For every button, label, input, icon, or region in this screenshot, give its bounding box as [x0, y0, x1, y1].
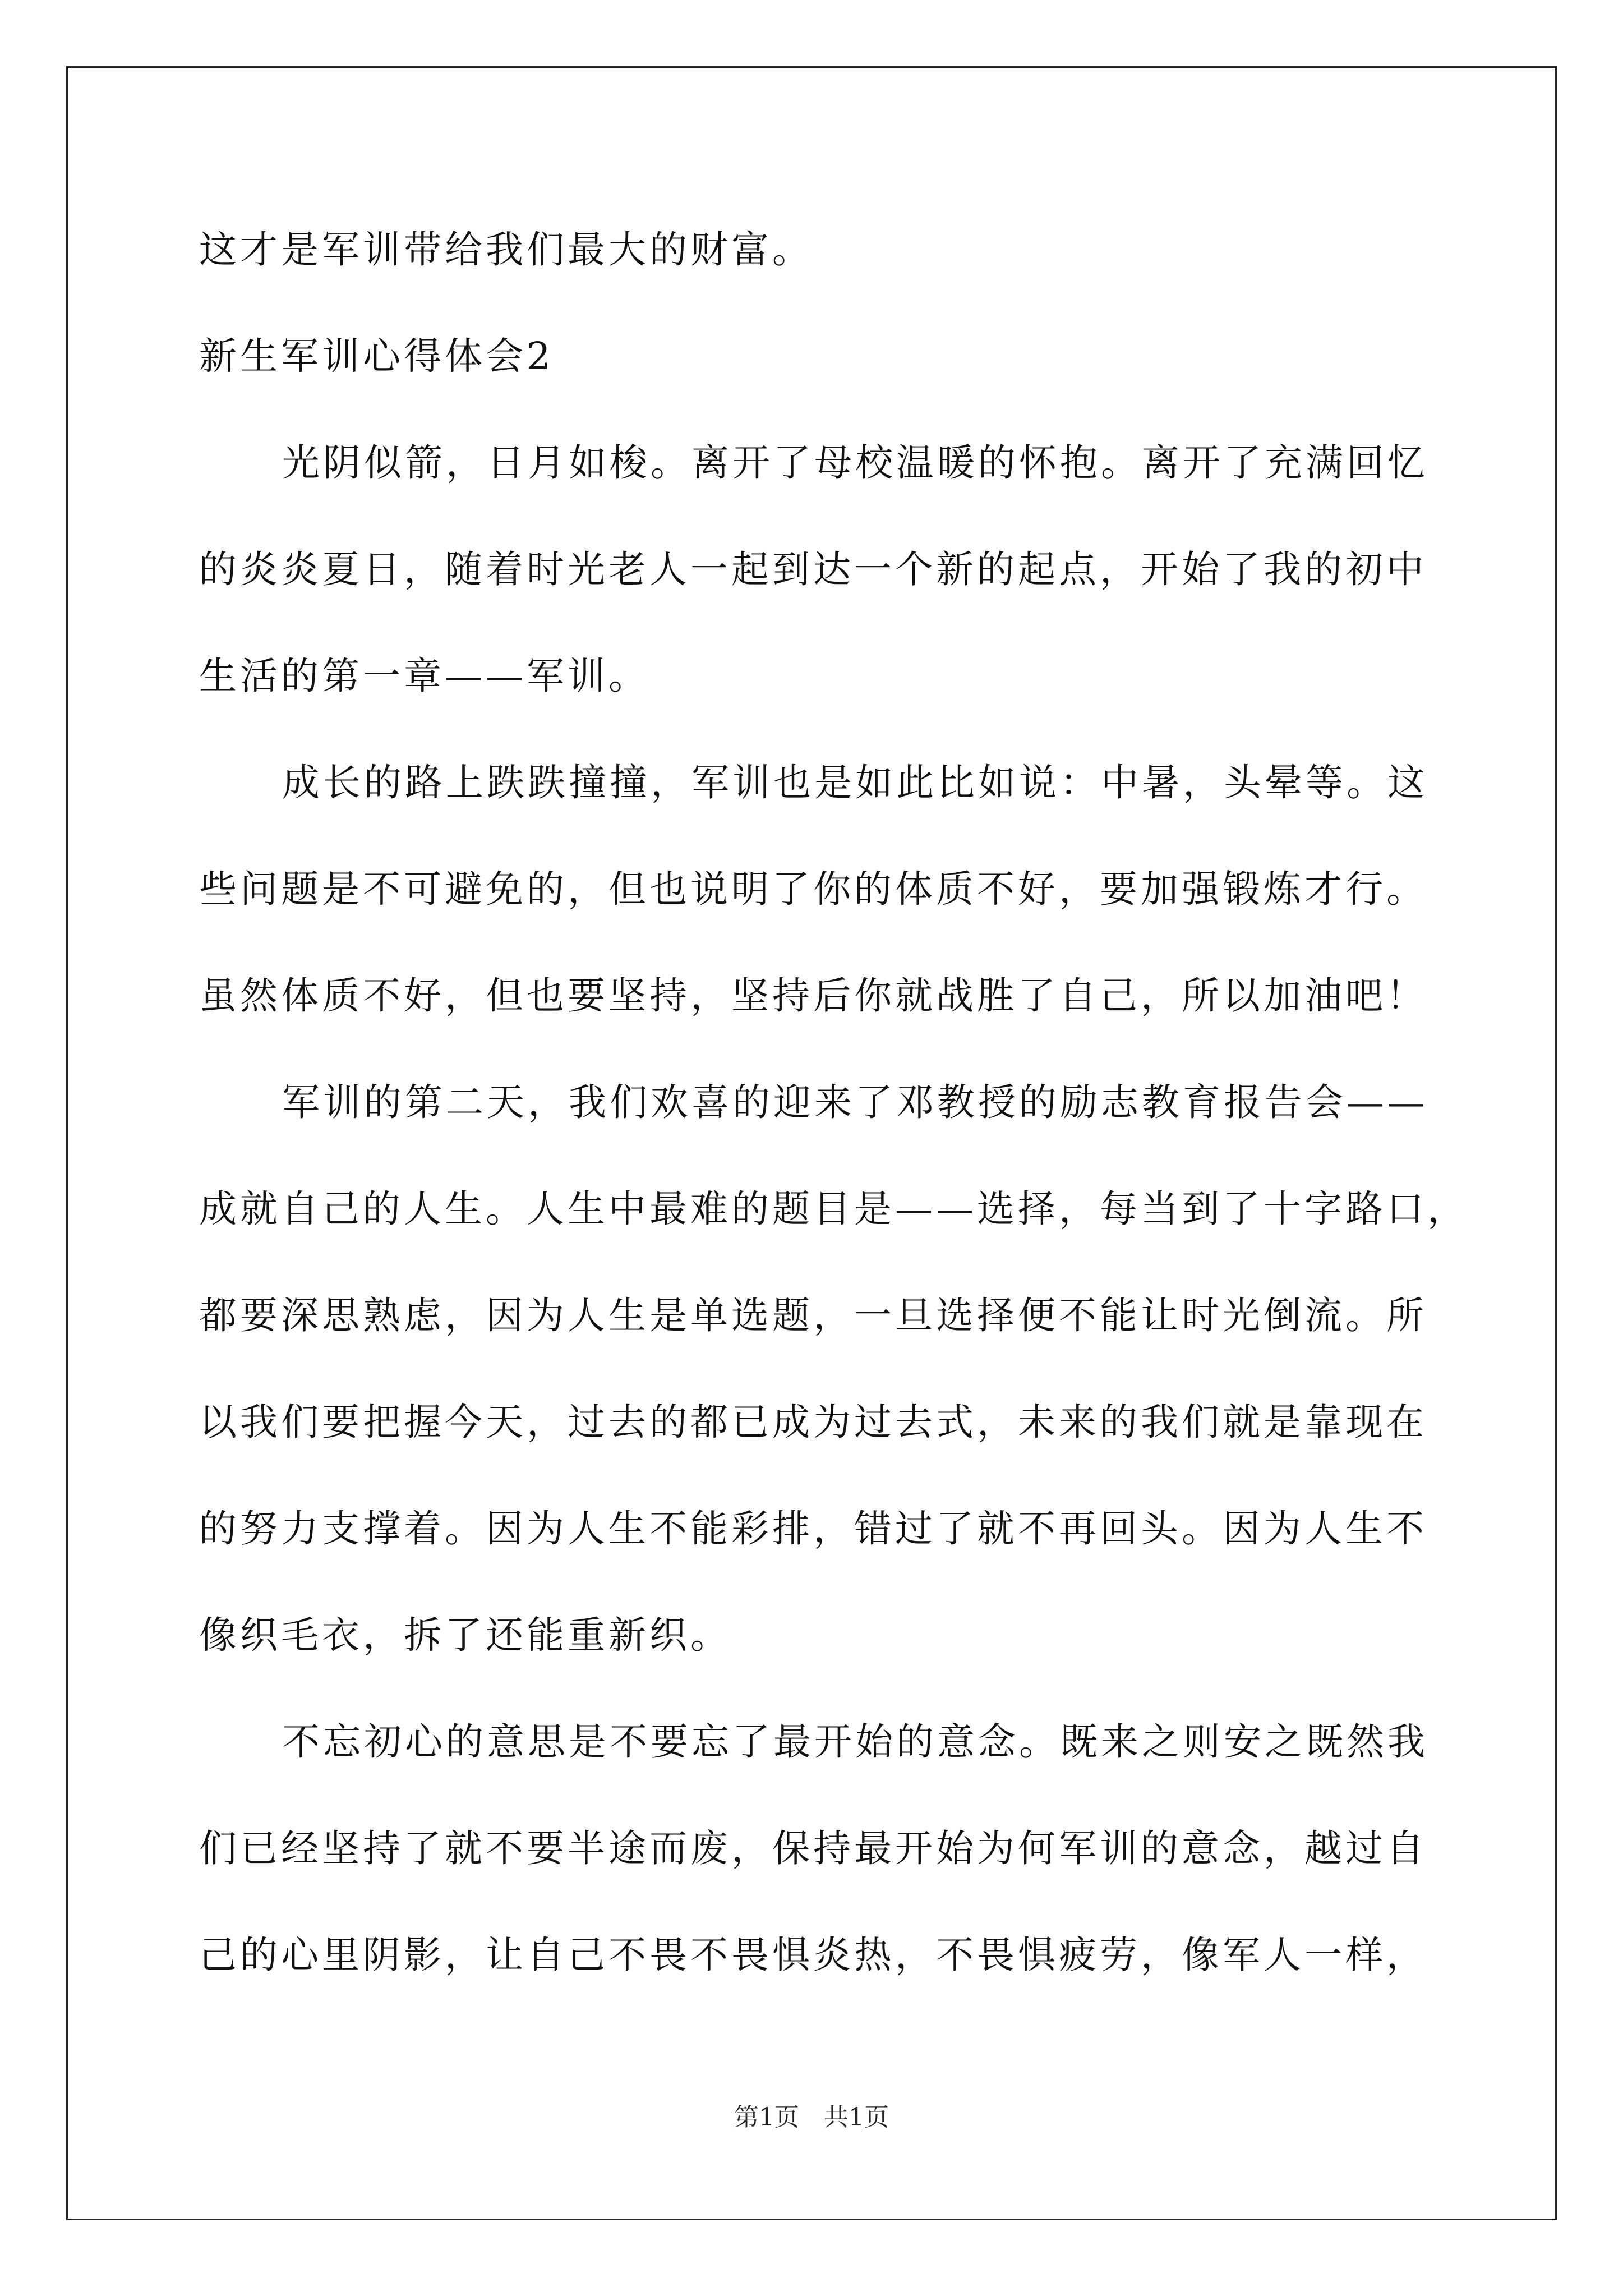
paragraph-3-line-6: 像织毛衣，拆了还能重新织。	[199, 1613, 731, 1657]
paragraph-3-line-4: 以我们要把握今天，过去的都已成为过去式，未来的我们就是靠现在	[199, 1400, 1427, 1444]
text-line-closing: 这才是军训带给我们最大的财富。	[199, 228, 813, 272]
paragraph-3-line-3: 都要深思熟虑，因为人生是单选题，一旦选择便不能让时光倒流。所	[199, 1294, 1427, 1337]
paragraph-1-line-1: 光阴似箭，日月如梭。离开了母校温暖的怀抱。离开了充满回忆	[282, 441, 1428, 485]
paragraph-1-line-3: 生活的第一章——军训。	[199, 654, 649, 698]
paragraph-3-line-1: 军训的第二天，我们欢喜的迎来了邓教授的励志教育报告会——	[282, 1080, 1428, 1124]
paragraph-4-line-3: 己的心里阴影，让自己不畏不畏惧炎热，不畏惧疲劳，像军人一样，	[199, 1933, 1427, 1977]
page-number-footer: 第1页 共1页	[734, 2103, 889, 2132]
section-heading: 新生军训心得体会2	[199, 334, 554, 378]
paragraph-1-line-2: 的炎炎夏日，随着时光老人一起到达一个新的起点，开始了我的初中	[199, 547, 1427, 591]
paragraph-3-line-5: 的努力支撑着。因为人生不能彩排，错过了就不再回头。因为人生不	[199, 1507, 1427, 1550]
paragraph-2-line-2: 些问题是不可避免的，但也说明了你的体质不好，要加强锻炼才行。	[199, 867, 1427, 911]
paragraph-4-line-1: 不忘初心的意思是不要忘了最开始的意念。既来之则安之既然我	[282, 1720, 1428, 1764]
paragraph-3-line-2: 成就自己的人生。人生中最难的题目是——选择，每当到了十字路口，	[199, 1187, 1468, 1231]
paragraph-2-line-3: 虽然体质不好，但也要坚持，坚持后你就战胜了自己，所以加油吧！	[199, 974, 1427, 1018]
paragraph-4-line-2: 们已经坚持了就不要半途而废，保持最开始为何军训的意念，越过自	[199, 1826, 1427, 1870]
paragraph-2-line-1: 成长的路上跌跌撞撞，军训也是如此比如说：中暑，头晕等。这	[282, 761, 1428, 804]
page-border	[66, 66, 1557, 2220]
